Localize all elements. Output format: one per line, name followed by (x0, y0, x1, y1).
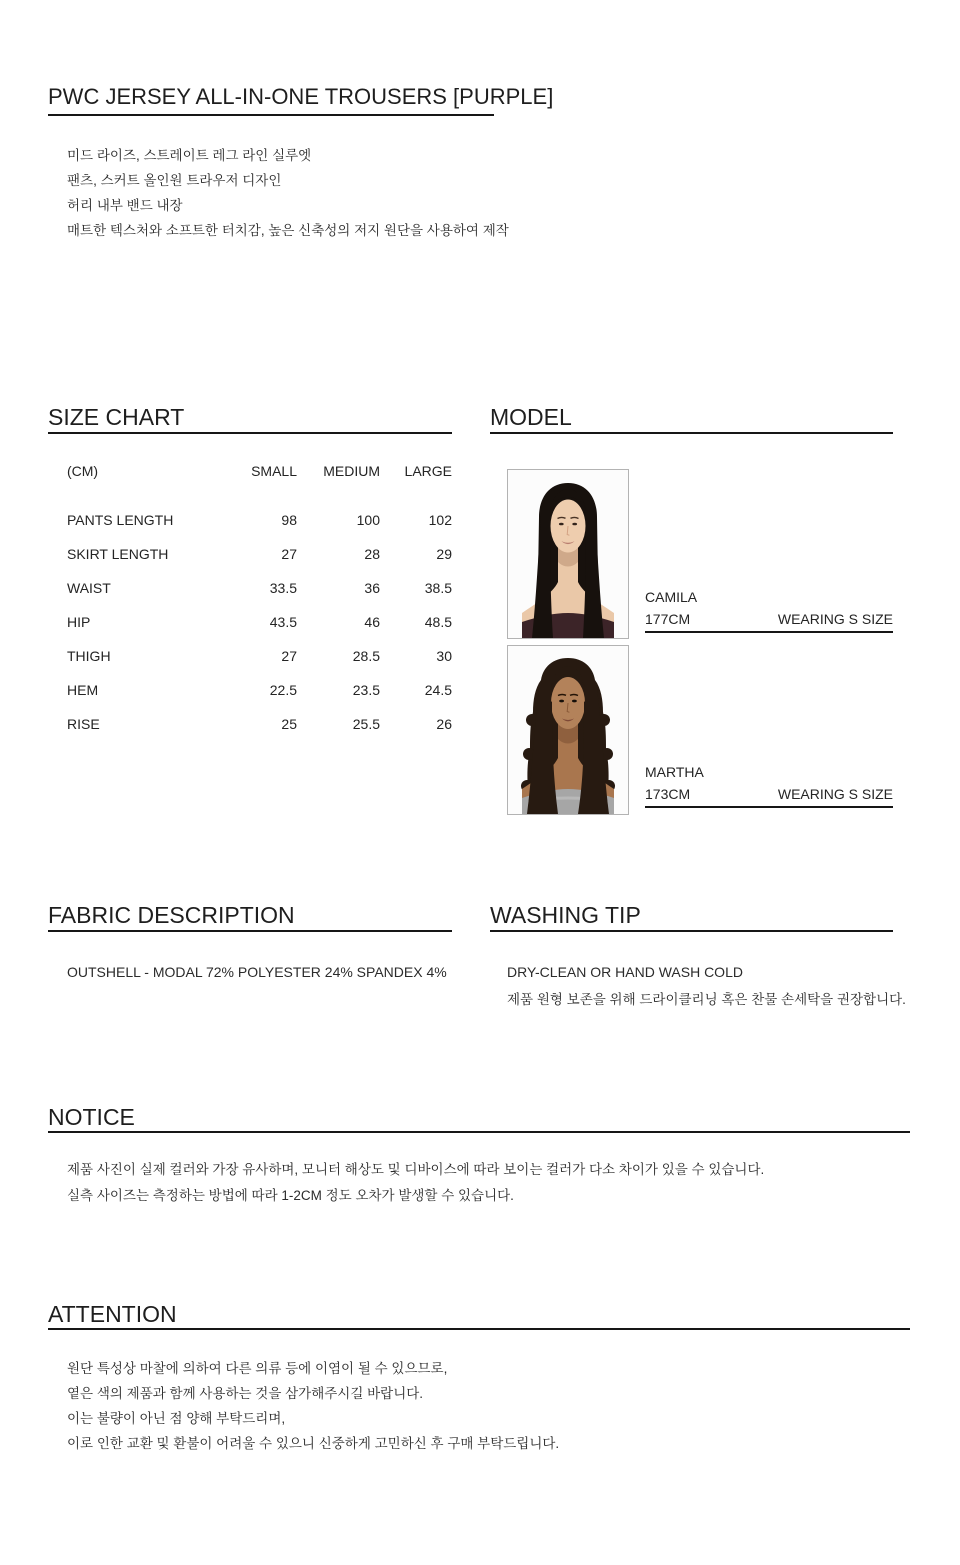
model-height: 173CM (645, 786, 691, 802)
column-header-large: LARGE (404, 463, 452, 479)
cell-value: 28.5 (352, 648, 380, 664)
notice-underline (48, 1131, 910, 1133)
feature-line: 허리 내부 밴드 내장 (67, 198, 183, 213)
washing-underline (490, 930, 893, 932)
cell-value: 48.5 (424, 614, 452, 630)
left-eye (559, 523, 564, 526)
row-label: HEM (67, 682, 99, 698)
model-underline (490, 432, 893, 434)
row-label: WAIST (67, 580, 111, 596)
model-name: MARTHA (645, 764, 704, 780)
model-name: CAMILA (645, 589, 698, 605)
table-row (67, 649, 452, 683)
cell-value: 27 (281, 648, 297, 664)
cell-value: 102 (428, 512, 452, 528)
model-wearing-size: WEARING S SIZE (777, 786, 893, 802)
cell-value: 43.5 (269, 614, 297, 630)
attention-line: 옅은 색의 제품과 함께 사용하는 것을 삼가해주시길 바랍니다. (67, 1386, 424, 1401)
feature-line: 매트한 텍스처와 소프트한 터치감, 높은 신축성의 저지 원단을 사용하여 제작 (67, 223, 509, 238)
cell-value: 38.5 (424, 580, 452, 596)
model-photo-martha (507, 645, 629, 815)
size-chart-heading: SIZE CHART (48, 404, 185, 430)
row-label: PANTS LENGTH (67, 512, 174, 528)
unit-label: (CM) (67, 463, 99, 479)
cell-value: 46 (364, 614, 380, 630)
fabric-heading: FABRIC DESCRIPTION (48, 902, 295, 928)
attention-heading: ATTENTION (48, 1301, 177, 1327)
table-row (67, 615, 452, 649)
cell-value: 100 (356, 512, 380, 528)
notice-line: 실측 사이즈는 측정하는 방법에 따라 1-2CM 정도 오차가 발생할 수 있습니다. (67, 1188, 514, 1203)
column-header-small: SMALL (251, 463, 297, 479)
camila-portrait-illustration (508, 470, 628, 638)
feature-list (67, 143, 509, 243)
notice-body (67, 1157, 764, 1209)
attention-line: 이로 인한 교환 및 환불이 어려울 수 있으니 신중하게 고민하신 후 구매 부탁드립니다. (67, 1436, 560, 1451)
model-heading: MODEL (490, 404, 572, 430)
washing-heading: WASHING TIP (490, 902, 641, 928)
notice-heading: NOTICE (48, 1104, 135, 1130)
size-chart-table (67, 464, 452, 751)
table-row (67, 717, 452, 751)
fabric-composition: OUTSHELL - MODAL 72% POLYESTER 24% SPANDEX 4% (67, 964, 447, 980)
cell-value: 27 (281, 546, 297, 562)
right-eye (572, 523, 577, 526)
title-underline (48, 114, 494, 116)
cell-value: 25 (281, 716, 297, 732)
model-height: 177CM (645, 611, 691, 627)
size-chart-underline (48, 432, 452, 434)
attention-line: 이는 불량이 아닌 점 양해 부탁드리며, (67, 1411, 286, 1426)
cell-value: 23.5 (352, 682, 380, 698)
left-eye (559, 700, 564, 703)
table-row (67, 683, 452, 717)
cell-value: 26 (436, 716, 452, 732)
table-row (67, 513, 452, 547)
cell-value: 98 (281, 512, 297, 528)
cell-value: 33.5 (269, 580, 297, 596)
cell-value: 30 (436, 648, 452, 664)
model-info-underline (645, 631, 893, 633)
model-info-underline (645, 806, 893, 808)
table-row (67, 581, 452, 615)
cell-value: 29 (436, 546, 452, 562)
table-header-row (67, 464, 452, 513)
cell-value: 24.5 (424, 682, 452, 698)
washing-instruction: DRY-CLEAN OR HAND WASH COLD (507, 964, 743, 980)
fabric-underline (48, 930, 452, 932)
row-label: SKIRT LENGTH (67, 546, 169, 562)
cell-value: 36 (364, 580, 380, 596)
row-label: HIP (67, 614, 91, 630)
model-wearing-size: WEARING S SIZE (777, 611, 893, 627)
model-photo-camila (507, 469, 629, 639)
martha-portrait-illustration (508, 646, 628, 814)
cell-value: 25.5 (352, 716, 380, 732)
notice-line: 제품 사진이 실제 컬러와 가장 유사하며, 모니터 해상도 및 디바이스에 따라 보이는 컬러가 다소 차이가 있을 수 있습니다. (67, 1162, 765, 1177)
feature-line: 팬츠, 스커트 올인원 트라우저 디자인 (67, 173, 282, 188)
washing-note: 제품 원형 보존을 위해 드라이클리닝 혹은 찬물 손세탁을 권장합니다. (507, 992, 906, 1007)
table-row (67, 547, 452, 581)
feature-line: 미드 라이즈, 스트레이트 레그 라인 실루엣 (67, 148, 312, 163)
cell-value: 28 (364, 546, 380, 562)
row-label: RISE (67, 716, 100, 732)
right-eye (572, 700, 577, 703)
attention-line: 원단 특성상 마찰에 의하여 다른 의류 등에 이염이 될 수 있으므로, (67, 1361, 448, 1376)
page-title: PWC JERSEY ALL-IN-ONE TROUSERS [PURPLE] (48, 84, 554, 109)
row-label: THIGH (67, 648, 111, 664)
attention-body (67, 1356, 559, 1456)
attention-underline (48, 1328, 910, 1330)
cell-value: 22.5 (269, 682, 297, 698)
column-header-medium: MEDIUM (323, 463, 380, 479)
